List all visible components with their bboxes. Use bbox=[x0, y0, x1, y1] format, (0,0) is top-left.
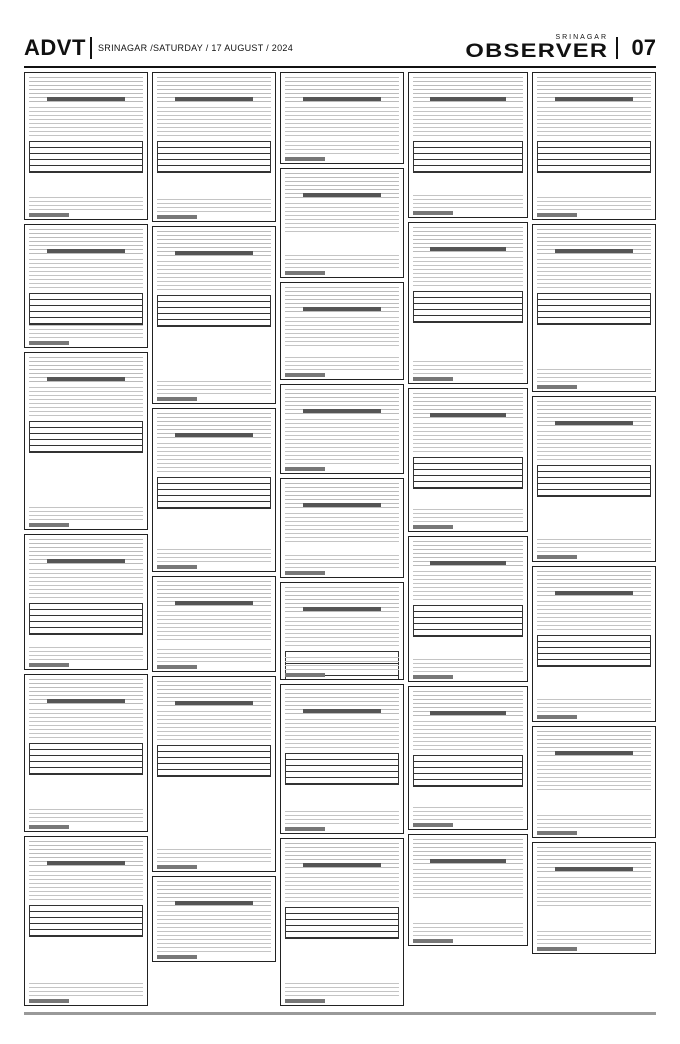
notice-footer bbox=[29, 197, 143, 211]
advertisement-notice bbox=[24, 534, 148, 670]
notice-heading bbox=[175, 97, 253, 101]
advertisement-notice bbox=[24, 224, 148, 348]
notice-body bbox=[157, 443, 271, 473]
notice-table bbox=[285, 907, 399, 939]
notice-body bbox=[413, 107, 523, 137]
page-number: 07 bbox=[631, 35, 656, 60]
advertisement-notice bbox=[152, 226, 276, 404]
notice-signature bbox=[157, 865, 197, 869]
notice-footer bbox=[285, 255, 399, 269]
notice-heading bbox=[430, 859, 506, 863]
notice-body bbox=[285, 617, 399, 647]
notice-footer bbox=[29, 983, 143, 997]
notice-footer bbox=[413, 509, 523, 523]
notice-body bbox=[537, 761, 651, 791]
notice-heading bbox=[555, 591, 633, 595]
notice-signature bbox=[157, 665, 197, 669]
advertisement-notice bbox=[24, 674, 148, 832]
notice-body bbox=[413, 721, 523, 751]
notice-body bbox=[537, 107, 651, 137]
advertisement-notice bbox=[408, 72, 528, 218]
notice-body bbox=[157, 107, 271, 137]
advertisement-notice bbox=[408, 388, 528, 532]
notice-table bbox=[157, 295, 271, 327]
notice-signature bbox=[29, 341, 69, 345]
notice-heading bbox=[430, 247, 506, 251]
notice-body bbox=[29, 107, 143, 137]
advertisement-notice bbox=[532, 842, 656, 954]
notice-table bbox=[29, 743, 143, 775]
notice-signature bbox=[537, 831, 577, 835]
notice-body bbox=[29, 569, 143, 599]
logo-title: OBSERVER bbox=[465, 41, 608, 62]
masthead-logo bbox=[465, 33, 608, 62]
advertisement-notice bbox=[152, 408, 276, 572]
notice-footer bbox=[157, 199, 271, 213]
notice-table bbox=[413, 605, 523, 637]
notice-signature bbox=[285, 571, 325, 575]
notice-signature bbox=[413, 525, 453, 529]
notice-heading bbox=[430, 711, 506, 715]
notice-body bbox=[29, 259, 143, 289]
notice-body bbox=[537, 431, 651, 461]
notice-table bbox=[413, 291, 523, 323]
notice-body bbox=[157, 261, 271, 291]
notice-body bbox=[29, 387, 143, 417]
notice-heading bbox=[175, 701, 253, 705]
notice-heading bbox=[555, 249, 633, 253]
notice-heading bbox=[430, 561, 506, 565]
notice-footer bbox=[413, 195, 523, 209]
notice-footer bbox=[157, 649, 271, 663]
advertisement-notice bbox=[532, 726, 656, 838]
notice-footer bbox=[157, 849, 271, 863]
section-label: ADVT bbox=[24, 35, 86, 60]
notice-heading bbox=[47, 377, 125, 381]
notice-heading bbox=[303, 193, 381, 197]
notice-footer bbox=[285, 811, 399, 825]
notice-signature bbox=[413, 675, 453, 679]
notice-body bbox=[413, 423, 523, 453]
advertisement-notice bbox=[408, 686, 528, 830]
advertisement-notice bbox=[532, 566, 656, 722]
notice-heading bbox=[47, 97, 125, 101]
notice-footer bbox=[413, 923, 523, 937]
advertisement-notice bbox=[280, 478, 404, 578]
notice-signature bbox=[157, 565, 197, 569]
notice-body bbox=[537, 601, 651, 631]
advertisement-notice bbox=[24, 836, 148, 1006]
notice-footer bbox=[285, 357, 399, 371]
notice-heading bbox=[47, 249, 125, 253]
notice-footer bbox=[285, 983, 399, 997]
notice-body bbox=[537, 877, 651, 907]
notice-heading bbox=[303, 503, 381, 507]
notice-body bbox=[157, 711, 271, 741]
notice-signature bbox=[29, 825, 69, 829]
notice-signature bbox=[537, 385, 577, 389]
notice-footer bbox=[29, 325, 143, 339]
footer-rule bbox=[24, 1012, 656, 1015]
notice-signature bbox=[29, 999, 69, 1003]
notice-footer bbox=[537, 369, 651, 383]
notice-footer bbox=[413, 807, 523, 821]
notice-footer bbox=[537, 539, 651, 553]
notice-heading bbox=[175, 601, 253, 605]
notice-table bbox=[157, 745, 271, 777]
notice-table bbox=[413, 755, 523, 787]
notice-body bbox=[157, 611, 271, 641]
notice-signature bbox=[285, 271, 325, 275]
logo-city: SRINAGAR bbox=[555, 34, 608, 41]
notice-footer bbox=[29, 809, 143, 823]
advertisement-notice bbox=[280, 838, 404, 1006]
notice-heading bbox=[175, 901, 253, 905]
notice-heading bbox=[555, 867, 633, 871]
advertisement-notice bbox=[280, 72, 404, 164]
notice-signature bbox=[285, 157, 325, 161]
notice-signature bbox=[285, 673, 325, 677]
notice-signature bbox=[413, 939, 453, 943]
advertisement-notice bbox=[408, 222, 528, 384]
notice-signature bbox=[537, 213, 577, 217]
notice-signature bbox=[157, 397, 197, 401]
advertisement-notice bbox=[408, 536, 528, 682]
notice-table bbox=[285, 753, 399, 785]
notice-table bbox=[29, 603, 143, 635]
advertisement-notice bbox=[280, 282, 404, 380]
notice-table bbox=[29, 421, 143, 453]
notice-signature bbox=[29, 663, 69, 667]
notice-footer bbox=[537, 931, 651, 945]
advertisement-notice bbox=[24, 72, 148, 220]
notice-heading bbox=[430, 97, 506, 101]
page-header bbox=[24, 33, 656, 63]
notice-table bbox=[29, 141, 143, 173]
notice-signature bbox=[285, 467, 325, 471]
notice-table bbox=[413, 141, 523, 173]
notice-body bbox=[285, 873, 399, 903]
notice-signature bbox=[537, 947, 577, 951]
notice-table bbox=[413, 457, 523, 489]
notice-footer bbox=[285, 555, 399, 569]
notice-signature bbox=[285, 999, 325, 1003]
notice-heading bbox=[303, 97, 381, 101]
notice-body bbox=[413, 869, 523, 899]
notice-table bbox=[537, 293, 651, 325]
advertisement-notice bbox=[152, 576, 276, 672]
notice-footer bbox=[157, 549, 271, 563]
notice-body bbox=[413, 571, 523, 601]
notice-footer bbox=[537, 815, 651, 829]
advertisement-notice bbox=[532, 72, 656, 220]
notice-heading bbox=[430, 413, 506, 417]
notice-heading bbox=[555, 421, 633, 425]
notice-heading bbox=[555, 751, 633, 755]
notice-footer bbox=[285, 657, 399, 671]
notice-signature bbox=[285, 373, 325, 377]
advertisement-notice bbox=[408, 834, 528, 946]
notice-signature bbox=[413, 823, 453, 827]
advertisement-notice bbox=[280, 684, 404, 834]
notice-footer bbox=[157, 381, 271, 395]
notice-body bbox=[285, 317, 399, 347]
notice-body bbox=[285, 719, 399, 749]
notice-heading bbox=[303, 863, 381, 867]
notice-heading bbox=[47, 861, 125, 865]
advertisement-notice bbox=[532, 224, 656, 392]
notice-table bbox=[29, 905, 143, 937]
notice-heading bbox=[175, 433, 253, 437]
notice-heading bbox=[555, 97, 633, 101]
header-rule bbox=[24, 66, 656, 68]
notice-signature bbox=[29, 213, 69, 217]
notice-footer bbox=[413, 361, 523, 375]
notice-table bbox=[537, 635, 651, 667]
advertisement-notice bbox=[24, 352, 148, 530]
advertisement-notice bbox=[152, 72, 276, 222]
notice-signature bbox=[537, 715, 577, 719]
notice-signature bbox=[157, 215, 197, 219]
notice-footer bbox=[29, 507, 143, 521]
notice-heading bbox=[47, 559, 125, 563]
notice-table bbox=[537, 141, 651, 173]
notice-signature bbox=[413, 211, 453, 215]
notice-body bbox=[285, 513, 399, 543]
notice-footer bbox=[537, 699, 651, 713]
notice-footer bbox=[29, 647, 143, 661]
dateline: SRINAGAR /SATURDAY / 17 AUGUST / 2024 bbox=[98, 43, 293, 53]
notice-body bbox=[413, 257, 523, 287]
notice-footer bbox=[537, 197, 651, 211]
advertisement-notice bbox=[280, 384, 404, 474]
notice-table bbox=[157, 477, 271, 509]
advertisement-notice bbox=[280, 168, 404, 278]
notice-footer bbox=[285, 141, 399, 155]
notice-body bbox=[285, 419, 399, 449]
notice-heading bbox=[303, 409, 381, 413]
notice-body bbox=[285, 203, 399, 233]
notice-body bbox=[537, 259, 651, 289]
notice-signature bbox=[413, 377, 453, 381]
notice-body bbox=[29, 871, 143, 901]
notice-footer bbox=[285, 451, 399, 465]
notice-table bbox=[157, 141, 271, 173]
notice-body bbox=[29, 709, 143, 739]
notice-heading bbox=[303, 607, 381, 611]
header-divider-right bbox=[616, 37, 618, 59]
advertisement-notice bbox=[152, 876, 276, 962]
notice-body bbox=[285, 107, 399, 137]
advertisement-notice bbox=[152, 676, 276, 872]
notice-heading bbox=[175, 251, 253, 255]
advertisement-notice bbox=[280, 582, 404, 680]
header-divider bbox=[90, 37, 92, 59]
notice-signature bbox=[29, 523, 69, 527]
notice-heading bbox=[303, 709, 381, 713]
notice-body bbox=[157, 911, 271, 941]
notice-signature bbox=[157, 955, 197, 959]
notice-heading bbox=[47, 699, 125, 703]
advertisement-notice bbox=[532, 396, 656, 562]
notice-signature bbox=[285, 827, 325, 831]
notice-signature bbox=[537, 555, 577, 559]
notice-table bbox=[537, 465, 651, 497]
notice-table bbox=[29, 293, 143, 325]
notice-footer bbox=[413, 659, 523, 673]
notice-heading bbox=[303, 307, 381, 311]
notice-footer bbox=[157, 939, 271, 953]
